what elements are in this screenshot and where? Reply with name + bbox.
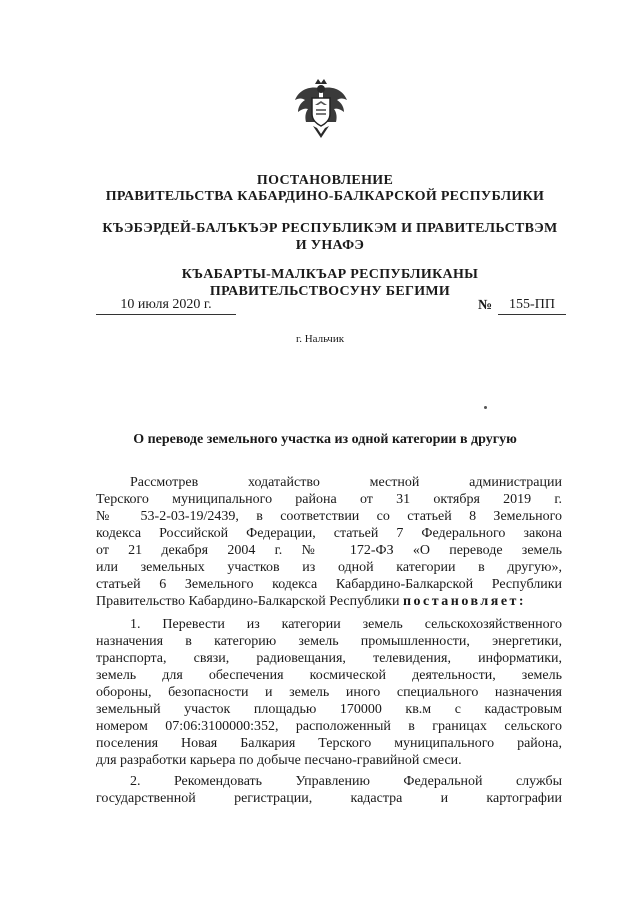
government-title: ПРАВИТЕЛЬСТВА КАБАРДИНО-БАЛКАРСКОЙ РЕСПУБЛИКИ <box>105 189 545 204</box>
text-line: земельный участок площадью 170000 кв.м с кадастровым <box>96 702 562 717</box>
text-line: государственной регистрации, кадастра и картографии <box>96 791 562 806</box>
text-fragment: Правительство Кабардино-Балкарской Республики <box>96 594 400 609</box>
text-line: статьей 6 Земельного кодекса Кабардино-Балкарской Республики <box>96 577 562 592</box>
text-line: для разработки карьера по добыче песчано-гравийной смеси. <box>96 753 462 768</box>
text-line <box>96 593 562 610</box>
paragraph-preamble <box>96 474 562 610</box>
text-line: поселения Новая Балкария Терского муниципального района, <box>96 736 562 751</box>
text-line: обороны, безопасности и земель иного специального назначения <box>96 685 562 700</box>
scan-speck <box>484 406 487 409</box>
balkar-title: КЪАБАРТЫ-МАЛКЪАР РЕСПУБЛИКАНЫ ПРАВИТЕЛЬСТВОСУНУ БЕГИМИ <box>181 267 479 299</box>
decree-title: ПОСТАНОВЛЕНИЕ <box>256 173 394 188</box>
text-line: кодекса Российской Федерации, статьей 7 Федерального закона <box>96 526 562 541</box>
kabardian-title: КЪЭБЭРДЕЙ-БАЛЪКЪЭР РЕСПУБЛИКЭМ И ПРАВИТЕЛЬСТВЭМ И УНАФЭ <box>102 221 558 253</box>
paragraph-item-2 <box>96 773 562 807</box>
text-line: земель для обеспечения космической деятельности, земель <box>96 668 562 683</box>
text-line: 1. Перевести из категории земель сельскохозяйственного <box>130 617 562 632</box>
decree-number: 155-ПП <box>498 297 566 315</box>
text-line: номером 07:06:3100000:352, расположенный в границах сельского <box>96 719 562 734</box>
text-line: № 53-2-03-19/2439, в соответствии со статьей 8 Земельного <box>96 509 562 524</box>
text-line: назначения в категорию земель промышленности, энергетики, <box>96 634 562 649</box>
number-sign: № <box>478 298 493 313</box>
text-line: Рассмотрев ходатайство местной администрации <box>130 475 562 490</box>
text-line: от 21 декабря 2004 г. № 172-ФЗ «О переводе земель <box>96 543 562 558</box>
decree-date: 10 июля 2020 г. <box>96 297 236 315</box>
paragraph-item-1 <box>96 616 562 769</box>
text-line: Терского муниципального района от 31 октября 2019 г. <box>96 492 562 507</box>
text-line: или земельных участков из одной категории в другую», <box>96 560 562 575</box>
text-line: транспорта, связи, радиовещания, телевидения, информатики, <box>96 651 562 666</box>
coat-of-arms-icon <box>293 78 349 140</box>
city-label: г. Нальчик <box>295 333 345 345</box>
text-line: 2. Рекомендовать Управлению Федеральной службы <box>130 774 562 789</box>
decree-word: постановляет: <box>402 594 527 609</box>
document-heading: О переводе земельного участка из одной категории в другую <box>133 432 517 447</box>
